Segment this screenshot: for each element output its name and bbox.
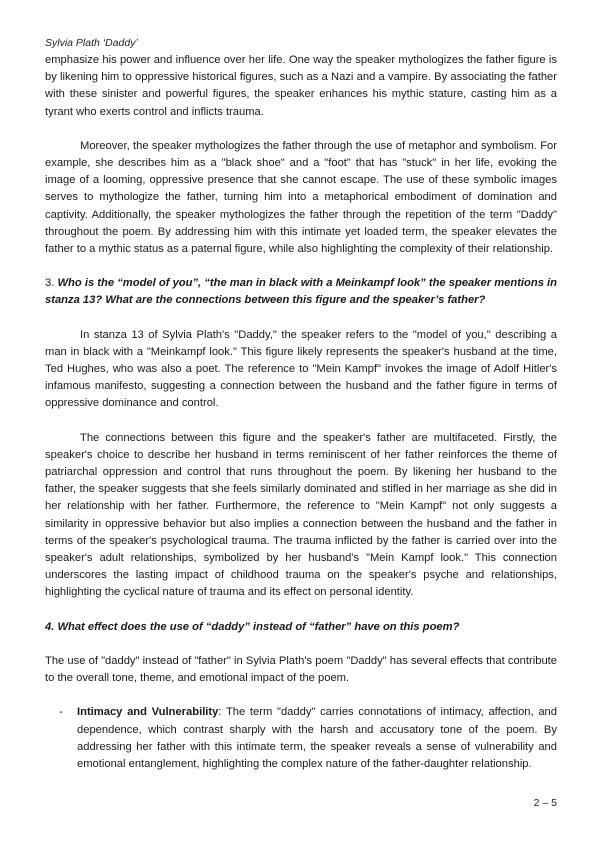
paragraph-continuation: emphasize his power and influence over her life. One way the speaker mythologizes the father figure is by likening him to oppressive historical figures, such as a Nazi and a vampire. By associating the father with these sinister and powerful figures, the speaker enhances his mythic stature, casting him as a tyrant who exerts control and inflicts trauma. bbox=[45, 54, 557, 118]
question-3-text: Who is the “model of you”, “the man in black with a Meinkampf look” the speaker mentions in stanza 13? What are the connections between this figure and the speaker’s father? bbox=[45, 277, 557, 307]
document-body bbox=[45, 52, 557, 773]
paragraph-daddy-effects: The use of "daddy" instead of "father" in Sylvia Plath's poem "Daddy" has several effects that contribute to the overall tone, theme, and emotional impact of the poem. bbox=[45, 654, 557, 685]
bullet-marker: - bbox=[59, 706, 63, 719]
bullet-term: Intimacy and Vulnerability bbox=[77, 706, 219, 719]
bullet-description: : The term "daddy" carries connotations of intimacy, affection, and dependence, which contrast sharply with the harsh and accusatory tone of the poem. By addressing her father with this intimate term, the speaker reveals a sense of vulnerability and emotional entanglement, highlighting the complex nature of the father-daughter relationship. bbox=[77, 706, 557, 770]
paragraph-metaphor-symbolism: Moreover, the speaker mythologizes the father through the use of metaphor and symbolism. For example, she describes him as a "black shoe" and a "foot" that has "stuck" in her life, evoking the image of a looming, oppressive presence that she cannot escape. The use of these symbolic images serves to mythologize the father, turning him into a metaphorical embodiment of domination and captivity. Additionally, the speaker mythologizes the father through the repetition of the term "Daddy" throughout the poem. By addressing him with this intimate yet loaded term, the speaker elevates the father to a mythic status as a paternal figure, while also highlighting the complexity of their relationship. bbox=[45, 139, 557, 256]
page-number: 2 – 5 bbox=[533, 797, 557, 809]
question-3 bbox=[45, 275, 557, 309]
running-header: Sylvia Plath ‘Daddy’ bbox=[45, 37, 138, 49]
paragraph-model-of-you: In stanza 13 of Sylvia Plath's "Daddy," the speaker refers to the "model of you," describing a man in black with a "Meinkampf look." This figure likely represents the speaker's husband at the time, Ted Hughes, who was also a poet. The reference to "Mein Kampf" invokes the image of Adolf Hitler's infamous manifesto, suggesting a connection between the husband and the father figure in terms of oppressive dominance and control. bbox=[45, 328, 557, 410]
question-3-number: 3. bbox=[45, 277, 55, 290]
list-item bbox=[45, 704, 557, 773]
question-4: 4. What effect does the use of “daddy” instead of “father” have on this poem? bbox=[45, 620, 460, 633]
paragraph-connections: The connections between this figure and the speaker's father are multifaceted. Firstly, the speaker's choice to describe her husband in terms reminiscent of her father reinforces the theme of patriarchal oppression and control that runs throughout the poem. By likening her husband to the father, the speaker suggests that she feels similarly dominated and stifled in her marriage as she did in her relationship with her father. Furthermore, the reference to "Mein Kampf" not only suggests a similarity in oppressive behavior but also implies a connection between the husband and the father in terms of the speaker's psychological trauma. The trauma inflicted by the father is carried over into the speaker's adult relationships, symbolized by her husband's "Mein Kampf look." This connection underscores the lasting impact of childhood trauma on the speaker's psyche and relationships, highlighting the cyclical nature of trauma and its effect on personal identity. bbox=[45, 431, 557, 599]
bullet-body bbox=[77, 704, 557, 773]
